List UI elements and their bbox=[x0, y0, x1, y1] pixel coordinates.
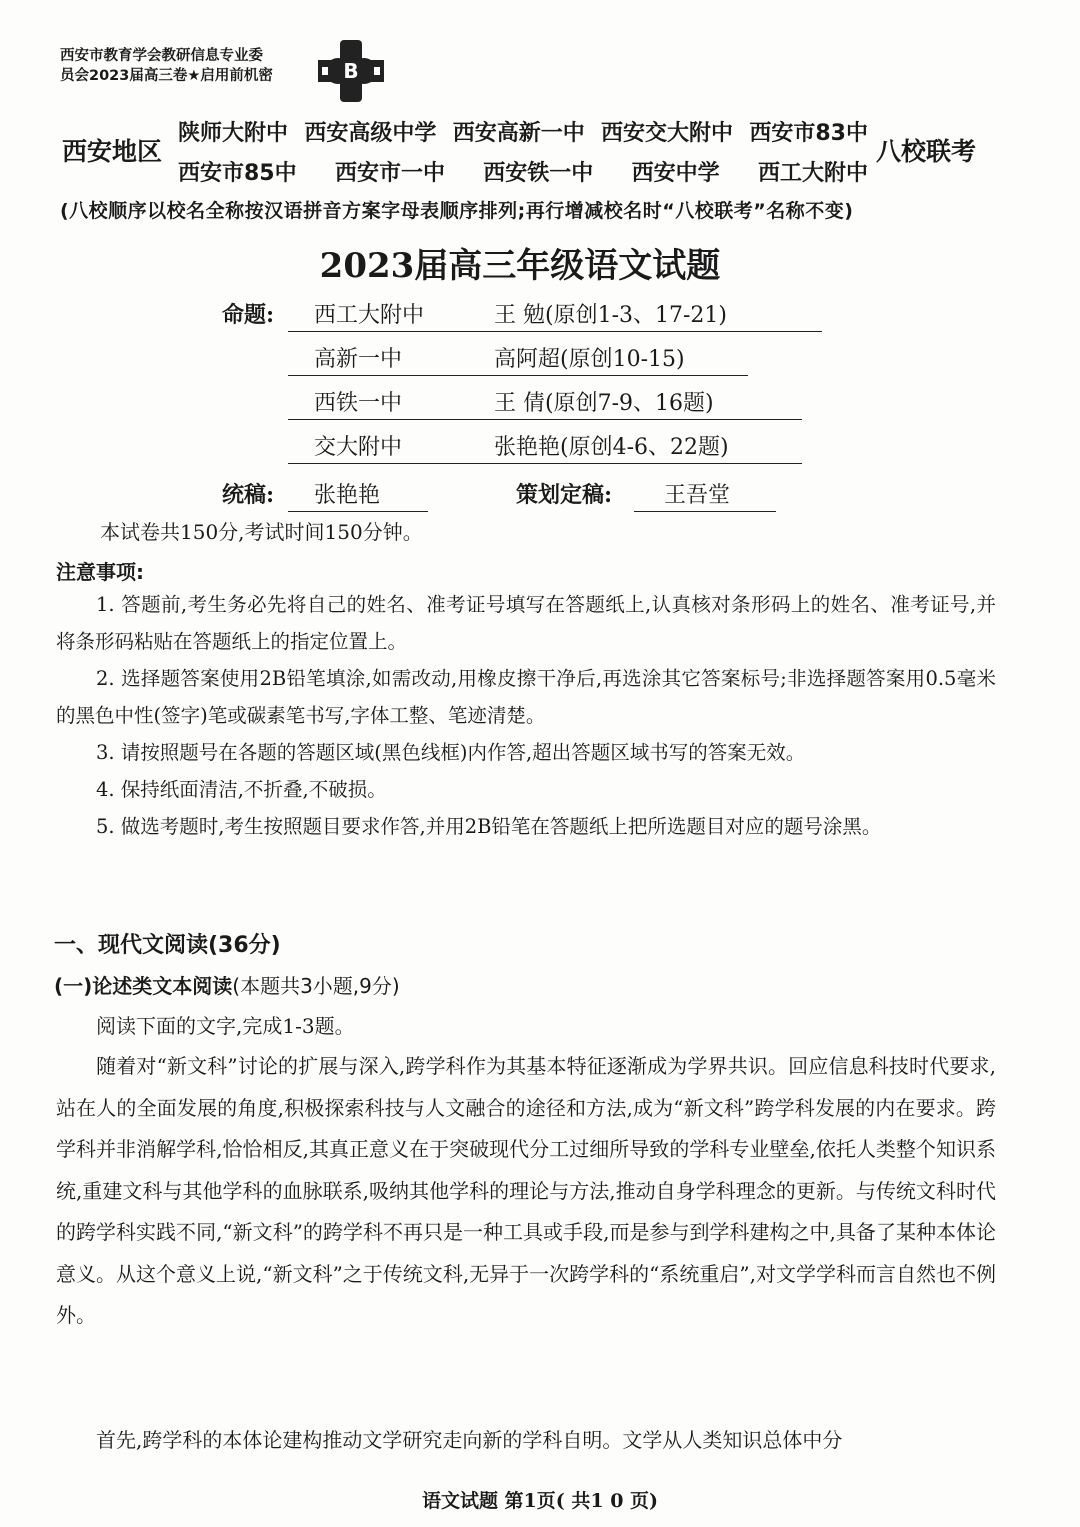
school-name: 西安市一中 bbox=[334, 161, 445, 186]
proposer-school: 高新一中 bbox=[314, 347, 403, 372]
school-name: 陕师大附中 bbox=[178, 121, 289, 146]
education-society-logo-icon bbox=[318, 40, 384, 102]
page-footer: 语文试题 第1页( 共1 0 页) bbox=[421, 1490, 659, 1512]
notice-item-4: 4. 保持纸面清洁,不折叠,不破损。 bbox=[96, 778, 387, 801]
school-name: 西安市85中 bbox=[178, 161, 297, 186]
proposer-name: 王 勉(原创1-3、17-21) bbox=[494, 303, 728, 328]
school-name: 西安中学 bbox=[631, 161, 720, 186]
school-name: 西安高新一中 bbox=[452, 121, 585, 146]
school-name: 西安交大附中 bbox=[601, 121, 734, 146]
section-heading: 一、现代文阅读(36分) bbox=[54, 933, 281, 958]
subsection-title: (一)论述类文本阅读 bbox=[54, 974, 233, 998]
svg-text:B: B bbox=[343, 59, 359, 83]
page-title: 2023届高三年级语文试题 bbox=[319, 246, 721, 286]
proposer-row bbox=[288, 342, 748, 376]
school-name: 西工大附中 bbox=[757, 161, 868, 186]
committee-note bbox=[60, 46, 320, 86]
proposer-name: 高阿超(原创10-15) bbox=[494, 347, 685, 372]
editor-name: 张艳艳 bbox=[288, 478, 428, 512]
subsection-note: (本题共3小题,9分) bbox=[232, 974, 400, 998]
notice-heading: 注意事项: bbox=[56, 560, 144, 584]
proposer-row bbox=[288, 386, 802, 420]
committee-line-1: 西安市教育学会教研信息专业委 bbox=[60, 48, 263, 64]
passage-paragraph-2: 首先,跨学科的本体论建构推动文学研究走向新的学科自明。文学从人类知识总体中分 bbox=[96, 1428, 843, 1452]
notice-item-3: 3. 请按照题号在各题的答题区域(黑色线框)内作答,超出答题区域书写的答案无效。 bbox=[96, 741, 806, 764]
committee-line-2: 员会2023届高三卷★启用前机密 bbox=[60, 68, 273, 84]
school-name: 西安铁一中 bbox=[483, 161, 594, 186]
region-label: 西安地区 bbox=[62, 137, 163, 166]
notice-item-1: 1. 答题前,考生务必先将自己的姓名、准考证号填写在答题纸上,认真核对条形码上的姓名、准考证号,并将条形码粘贴在答题纸上的指定位置上。 bbox=[56, 593, 996, 653]
subsection-heading bbox=[54, 970, 400, 999]
proposer-row bbox=[288, 298, 822, 332]
proposer-name: 王 倩(原创7-9、16题) bbox=[494, 391, 714, 416]
school-name: 西安市83中 bbox=[749, 121, 868, 146]
editor-label: 统稿: bbox=[222, 482, 275, 508]
proposer-school: 交大附中 bbox=[314, 435, 403, 460]
proposer-school: 西铁一中 bbox=[314, 391, 403, 416]
passage-paragraph-1: 随着对“新文科”讨论的扩展与深入,跨学科作为其基本特征逐渐成为学界共识。回应信息科技时代要求,站在人的全面发展的角度,积极探索科技与人文融合的途径和方法,成为“新文科”跨学科发展的内在要求。跨学科并非消解学科,恰恰相反,其真正意义在于突破现代分工过细所导致的学科专业壁垒,依托人类整个知识系统,重建文科与其他学科的血脉联系,吸纳其他学科的理论与方法,推动自身学科理念的更新。与传统文科时代的跨学科实践不同,“新文科”的跨学科不再只是一种工具或手段,而是参与到学科建构之中,具备了某种本体论意义。从这个意义上说,“新文科”之于传统文科,无异于一次跨学科的“系统重启”,对文学学科而言自然也不例外。 bbox=[56, 1054, 996, 1327]
proposer-row bbox=[288, 430, 802, 464]
notice-item-2: 2. 选择题答案使用2B铅笔填涂,如需改动,用橡皮擦干净后,再选涂其它答案标号;非选择题答案用0.5毫米的黑色中性(签字)笔或碳素笔书写,字体工整、笔迹清楚。 bbox=[56, 667, 996, 727]
proposer-label: 命题: bbox=[222, 302, 275, 328]
schools-row-2 bbox=[178, 156, 868, 187]
proposer-name: 张艳艳(原创4-6、22题) bbox=[494, 435, 729, 460]
union-label: 八校联考 bbox=[876, 137, 977, 166]
reading-instruction: 阅读下面的文字,完成1-3题。 bbox=[96, 1014, 355, 1038]
planner-name: 王吾堂 bbox=[634, 478, 776, 512]
exam-info: 本试卷共150分,考试时间150分钟。 bbox=[100, 520, 423, 544]
planner-label: 策划定稿: bbox=[516, 482, 613, 508]
proposer-school: 西工大附中 bbox=[314, 303, 425, 328]
school-name: 西安高级中学 bbox=[304, 121, 437, 146]
notice-item-5: 5. 做选考题时,考生按照题目要求作答,并用2B铅笔在答题纸上把所选题目对应的题号涂黑。 bbox=[96, 815, 882, 838]
school-order-note: (八校顺序以校名全称按汉语拼音方案字母表顺序排列;再行增减校名时“八校联考”名称不变) bbox=[60, 200, 854, 222]
schools-row-1 bbox=[178, 116, 868, 147]
